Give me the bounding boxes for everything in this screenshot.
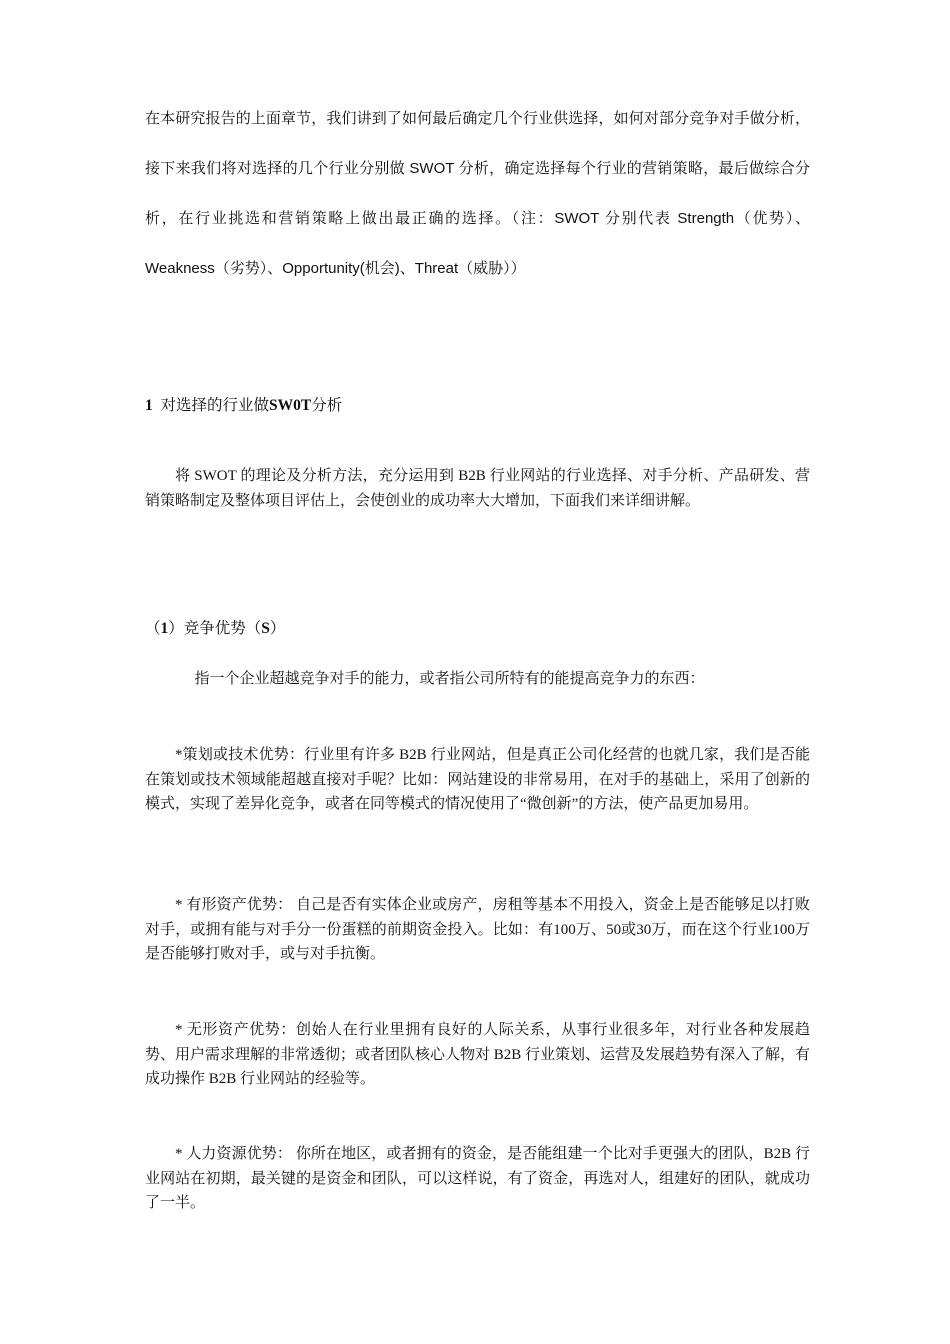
subsection-number: 1 bbox=[160, 620, 169, 637]
definition-paragraph: 指一个企业超越竞争对手的能力，或者指公司所特有的能提高竞争力的东西： bbox=[194, 671, 705, 687]
point-tangible-assets: * 有形资产优势： 自己是否有实体企业或房产，房租等基本不用投入，资金上是否能够足以打败对手，或拥有能与对手分一份蛋糕的前期资金投入。比如：有100万、50或30万，而在这个行业100万是否能够打败对手，或与对手抗衡。 bbox=[145, 897, 810, 962]
section-number: 1 bbox=[145, 397, 153, 414]
point-human-resources: * 人力资源优势： 你所在地区，或者拥有的资金，是否能组建一个比对手更强大的团队，B2B 行业网站在初期，最关键的是资金和团队，可以这样说，有了资金，再选对人，组建好的团队，就成功了一半。 bbox=[145, 1146, 810, 1211]
section-heading-prefix: 对选择的行业做 bbox=[160, 397, 270, 414]
subsection-letter: S bbox=[261, 620, 270, 637]
section-heading bbox=[145, 393, 810, 415]
subsection-close: ） bbox=[269, 620, 286, 637]
section-intro-paragraph: 将 SWOT 的理论及分析方法，充分运用到 B2B 行业网站的行业选择、对手分析、产品研发、营销策略制定及整体项目评估上，会使创业的成功率大大增加，下面我们来详细讲解。 bbox=[145, 468, 810, 509]
section-heading-suffix: 分析 bbox=[311, 397, 343, 414]
intro-paragraph: 在本研究报告的上面章节，我们讲到了如何最后确定几个行业供选择，如何对部分竞争对手做分析，接下来我们将对选择的几个行业分别做 SWOT 分析，确定选择每个行业的营销策略，最后做综合分析，在行业挑选和营销策略上做出最正确的选择。（注：SWOT 分别代表 Strength（优势）、Weakness（劣势）、Opportunity(机会)、Threat（威胁）） bbox=[145, 110, 810, 277]
subsection-label: ）竞争优势（ bbox=[168, 620, 262, 637]
point-strategy-tech: *策划或技术优势：行业里有许多 B2B 行业网站，但是真正公司化经营的也就几家，我们是否能在策划或技术领域能超越直接对手呢？比如：网站建设的非常易用，在对手的基础上，采用了创新的模式，实现了差异化竞争，或者在同等模式的情况使用了“微创新”的方法，使产品更加易用。 bbox=[145, 747, 810, 812]
subsection-open: （ bbox=[145, 620, 161, 637]
section-heading-term: SW0T bbox=[269, 397, 312, 414]
subsection-heading bbox=[145, 616, 810, 638]
point-intangible-assets: * 无形资产优势：创始人在行业里拥有良好的人际关系，从事行业很多年，对行业各种发展趋势、用户需求理解的非常透彻；或者团队核心人物对 B2B 行业策划、运营及发展趋势有深入了解，有成功操作 B2B 行业网站的经验等。 bbox=[145, 1022, 811, 1087]
